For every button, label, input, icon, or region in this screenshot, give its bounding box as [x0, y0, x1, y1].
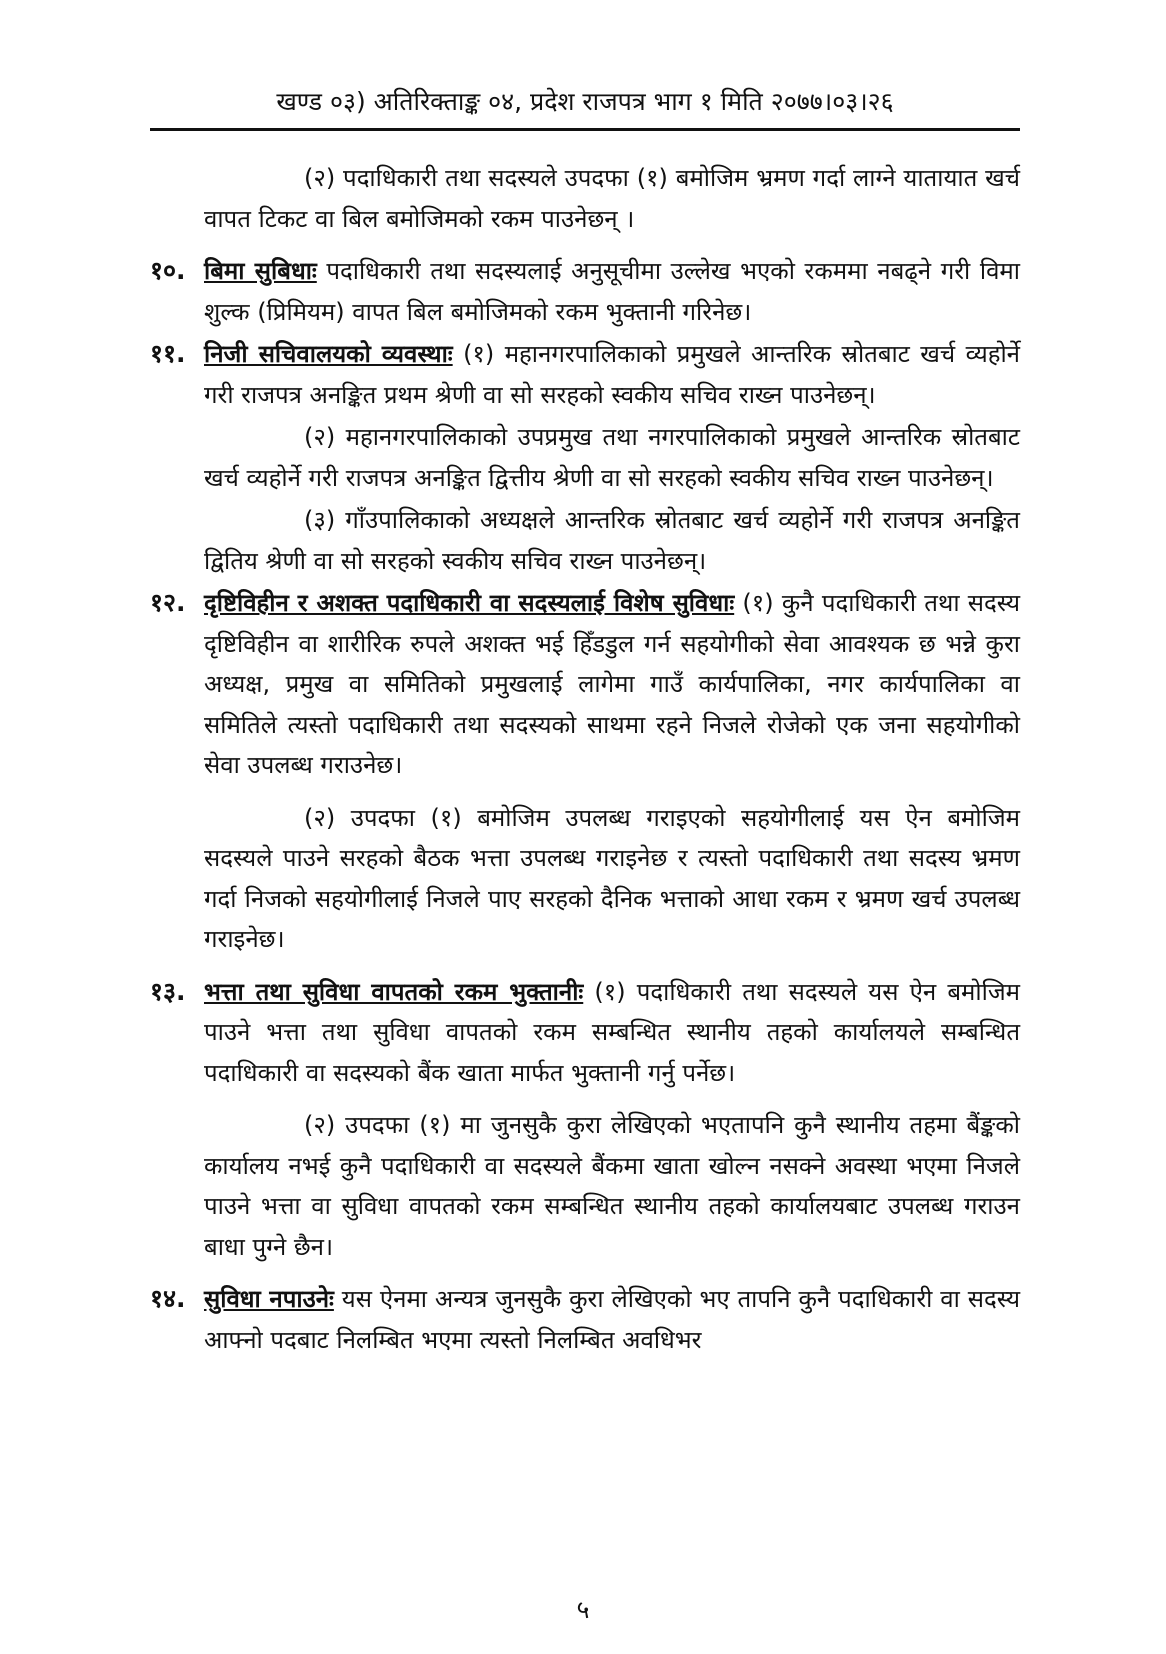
section-title: बिमा सुबिधाः [204, 257, 317, 285]
section-number: १४. [150, 1284, 186, 1313]
section-number: १०. [150, 256, 186, 285]
subsection-text: (३) गाँउपालिकाको अध्यक्षले आन्तरिक स्रोतबाट खर्च व्यहोर्ने गरी राजपत्र अनङ्कित द्वितिय श्रेणी वा सो सरहको स्वकीय सचिव राख्न पाउनेछन्। [204, 506, 1020, 575]
subsection-text: (२) पदाधिकारी तथा सदस्यले उपदफा (१) बमोजिम भ्रमण गर्दा लाग्ने यातायात खर्च वापत टिकट वा बिल बमोजिमको रकम पाउनेछन् । [204, 164, 1020, 233]
subsection-text: (२) महानगरपालिकाको उपप्रमुख तथा नगरपालिकाको प्रमुखले आन्तरिक स्रोतबाट खर्च व्यहोर्ने गरी राजपत्र अनङ्कित द्वित्तीय श्रेणी वा सो सरहको स्वकीय सचिव राख्न पाउनेछन्। [204, 423, 1020, 492]
document-body [150, 158, 1020, 1362]
section-12 [150, 583, 1020, 786]
section-body [204, 251, 1020, 332]
subsection-9-2 [204, 158, 1020, 239]
section-title: सुविधा नपाउनेः [204, 1285, 334, 1313]
section-body [204, 334, 1020, 415]
section-13 [150, 972, 1020, 1094]
section-text: (१) महानगरपालिकाको प्रमुखले आन्तरिक स्रोतबाट खर्च व्यहोर्ने गरी राजपत्र अनङ्कित प्रथम श्रेणी वा सो सरहको स्वकीय सचिव राख्न पाउनेछन्। [204, 340, 1020, 409]
section-number: १२. [150, 588, 186, 617]
section-number: ११. [150, 339, 186, 368]
subsection-13-2 [204, 1105, 1020, 1267]
section-number: १३. [150, 976, 186, 1006]
subsection-11-3 [204, 500, 1020, 581]
section-body [204, 972, 1020, 1094]
section-title: भत्ता तथा सुविधा वापतको रकम भुक्तानीः [204, 977, 584, 1006]
running-header: खण्ड ०३) अतिरिक्ताङ्क ०४, प्रदेश राजपत्र भाग १ मिति २०७७।०३।२६ [276, 87, 894, 116]
section-text: पदाधिकारी तथा सदस्यलाई अनुसूचीमा उल्लेख भएको रकममा नबढ्ने गरी विमा शुल्क (प्रिमियम) वापत बिल बमोजिमको रकम भुक्तानी गरिनेछ। [204, 257, 1020, 326]
section-10 [150, 251, 1020, 332]
page-number: ५ [576, 1595, 590, 1624]
subsection-11-2 [204, 417, 1020, 498]
section-title: दृष्टिविहीन र अशक्त पदाधिकारी वा सदस्यलाई विशेष सुविधाः [204, 589, 735, 617]
section-text: यस ऐनमा अन्यत्र जुनसुकै कुरा लेखिएको भए तापनि कुनै पदाधिकारी वा सदस्य आफ्नो पदबाट निलम्बित भएमा त्यस्तो निलम्बित अवधिभर [204, 1285, 1020, 1354]
header-rule [150, 128, 1020, 131]
section-text: (१) कुनै पदाधिकारी तथा सदस्य दृष्टिविहीन वा शारीरिक रुपले अशक्त भई हिँडडुल गर्न सहयोगीको सेवा आवश्यक छ भन्ने कुरा अध्यक्ष, प्रमुख वा समितिको प्रमुखलाई लागेमा गाउँ कार्यपालिका, नगर कार्यपालिका वा समितिले त्यस्तो पदाधिकारी तथा सदस्यको साथमा रहने निजले रोजेको एक जना सहयोगीको सेवा उपलब्ध गराउनेछ। [204, 589, 1020, 779]
section-title: निजी सचिवालयको व्यवस्थाः [204, 340, 453, 368]
subsection-text: (२) उपदफा (१) बमोजिम उपलब्ध गराइएको सहयोगीलाई यस ऐन बमोजिम सदस्यले पाउने सरहको बैठक भत्ता उपलब्ध गराइनेछ र त्यस्तो पदाधिकारी तथा सदस्य भ्रमण गर्दा निजको सहयोगीलाई निजले पाए सरहको दैनिक भत्ताको आधा रकम र भ्रमण खर्च उपलब्ध गराइनेछ। [204, 803, 1020, 953]
section-body [204, 1279, 1020, 1360]
subsection-12-2 [204, 798, 1020, 960]
section-text: (१) पदाधिकारी तथा सदस्यले यस ऐन बमोजिम पाउने भत्ता तथा सुविधा वापतको रकम सम्बन्धित स्थानीय तहको कार्यालयले सम्बन्धित पदाधिकारी वा सदस्यको बैंक खाता मार्फत भुक्तानी गर्नु पर्नेछ। [204, 977, 1020, 1087]
section-body [204, 583, 1020, 786]
subsection-text: (२) उपदफा (१) मा जुनसुकै कुरा लेखिएको भएतापनि कुनै स्थानीय तहमा बैंङ्कको कार्यालय नभई कुनै पदाधिकारी वा सदस्यले बैंकमा खाता खोल्न नसक्ने अवस्था भएमा निजले पाउने भत्ता वा सुविधा वापतको रकम सम्बन्धित स्थानीय तहको कार्यालयबाट उपलब्ध गराउन बाधा पुग्ने छैन। [204, 1111, 1020, 1261]
section-14 [150, 1279, 1020, 1360]
section-11 [150, 334, 1020, 415]
